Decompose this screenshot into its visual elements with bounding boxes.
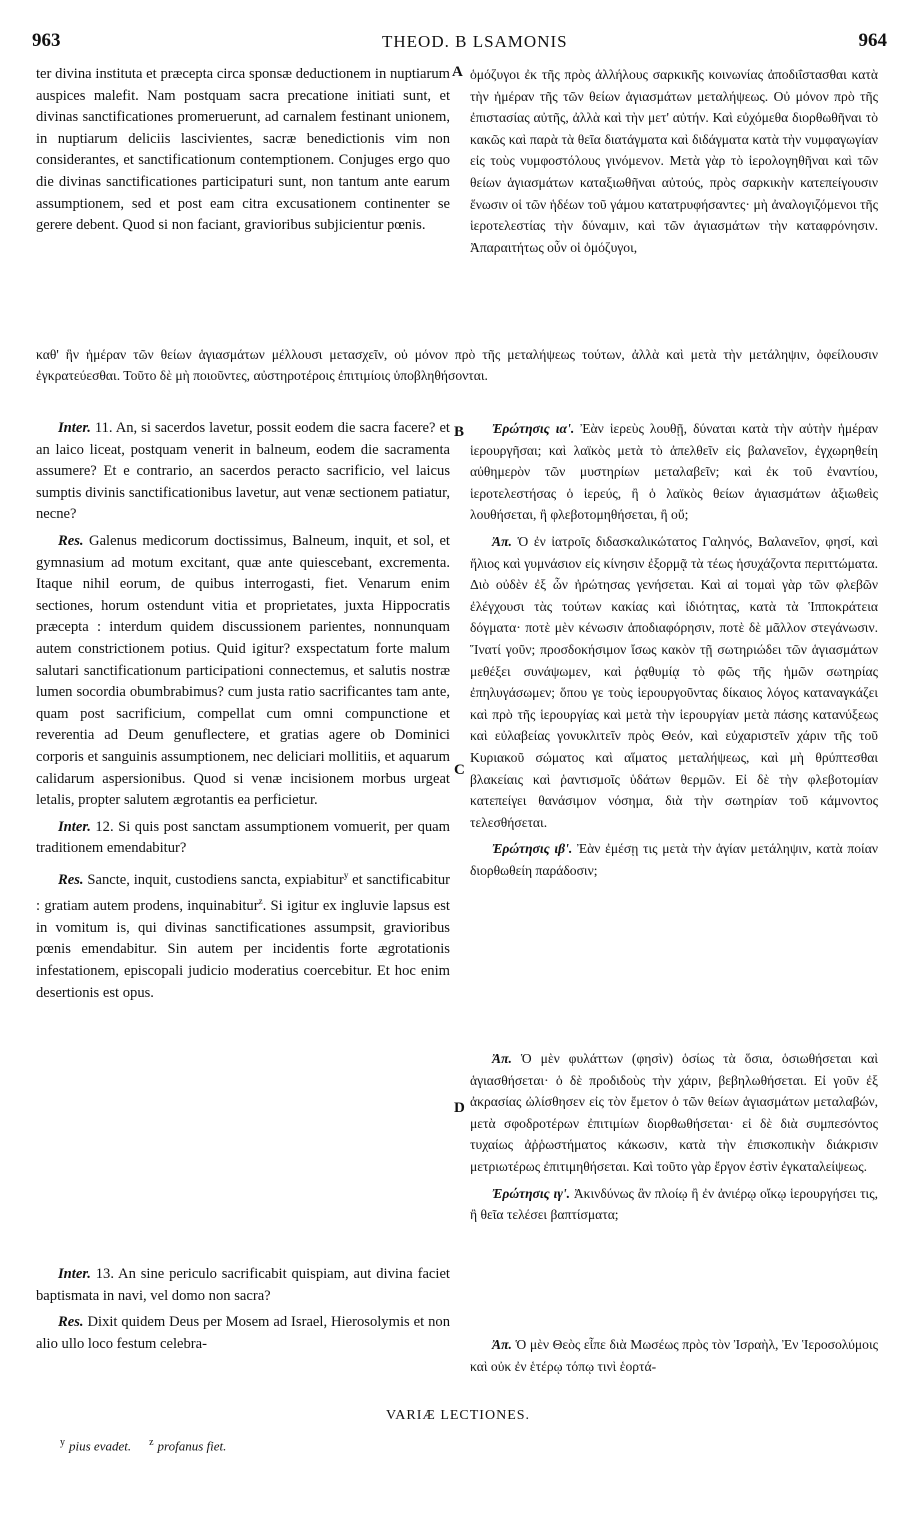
greek-top-paragraph: [470, 64, 878, 263]
latin-response-11: [36, 531, 450, 812]
question-text: Ἀκινδύνως ἂν πλοίῳ ἢ ἐν ἀνιέρῳ οἴκῳ ἱερουργήσει τις, ἢ θεῖα τελέσει βαπτίσματα;: [470, 1185, 878, 1223]
page-number-left: 963: [32, 30, 61, 51]
question-label: Ἐρώτησις ια'.: [492, 421, 575, 436]
variant-reading: profanus fiet.: [157, 1438, 227, 1454]
response-label: Ἀπ.: [492, 533, 512, 549]
greek-column-middle: [470, 1048, 878, 1231]
response-text: Dixit quidem Deus per Mosem ad Israel, Hierosolymis et non alio ullo loco festum celebra-: [36, 1314, 450, 1352]
greek-question-11: [470, 418, 878, 526]
response-label: Res.: [58, 871, 84, 888]
question-text: Ἐὰν ἐμέσῃ τις μετὰ τὴν ἁγίαν μετάληψιν, κατὰ ποίαν διορθωθείη παράδοσιν;: [470, 841, 878, 878]
footnote-mark: z: [258, 896, 263, 907]
response-text: Ὁ μὲν φυλάττων (φησὶν) ὁσίως τὰ ὅσια, ὁσιωθήσεται καὶ ἁγιασθήσεται· ὁ δὲ προδιδοὺς τὴν χάριν, βεβηλωθήσεται. Εἰ γοῦν ἐξ ἀκρασίας ὠλίσθησεν εἰς τὸν ἔμετον ὁ τῶν θείων ἁγιασμάτων μεταλαβών, μετὰ σφοδροτέρων ἐπιτιμίων διορθωθήσεται· εἰ δὲ διὰ συμπεσόντος τυχαίως ἀῤῥωστήματος κάκωσιν, κατὰ τὴν ἐπισκοπικὴν διάκρισιν μετριωτέρως ἐπιτιμηθήσεται. Καὶ τοῦτο γὰρ ἔργον ἐστὶν ἐγκαταλείψεως.: [470, 1051, 879, 1174]
variant-readings: [60, 1437, 226, 1454]
footnote-mark: y: [343, 869, 349, 880]
latin-question-12: [36, 817, 450, 860]
footnote-mark: z: [149, 1437, 154, 1448]
greek-response-13: [470, 1334, 878, 1377]
response-label: Ἀπ.: [492, 1337, 512, 1352]
greek-question-13: [470, 1183, 878, 1226]
variant-reading: pius evadet.: [69, 1438, 132, 1454]
margin-marker-c: C: [454, 762, 465, 778]
greek-response-12: [470, 1048, 878, 1178]
question-label: Ἐρώτησις ιγ'.: [492, 1185, 571, 1201]
question-text: 13. An sine periculo sacrificabit quispiam, aut divina faciet baptismata in navi, vel domo non sacra?: [36, 1266, 450, 1304]
question-text: 11. An, si sacerdos lavetur, possit eodem die sacra facere? et an laico liceat, postquam venerit in balneum, eodem die sacramenta assumere? Et e contrario, an sacerdos peracto sacrificio, vel laicus sumptis divinis sanctificationibus lavetur, aut venæ sectionem patiatur, necne?: [36, 420, 450, 523]
response-text: et sanctificabitur : gratiam autem prodens, inquinabitur: [36, 871, 450, 915]
question-label: Inter.: [58, 420, 91, 436]
response-text: Galenus medicorum doctissimus, Balneum, inquit, et sol, et gymnasium ad motum excitant, quæ ante quiescebant, excrementa. Itaque nihil eorum, de quibus interrogasti, fiet. Venarum enim sectiones, horum ostendunt vitia et proprietates, juxta Hippocratis præcepta : interdum quidem discussionem parientes, nonnunquam autem constrictionem potius. Quid igitur? exspectatum forte malum salutari sanctificationum participationi connectemus, et salutis nostræ lumen socordia obumbrabimus? cum justa ratio sacrificantes tam ante, quam post sacrificium, compellat cum omni compunctione et reverentia ad Deum genuflectere, et gratias agere ob Dominici corporis et sanguinis assumptionem, nec deliciari mollitiis, et aquarum calidarum aspersionibus. Quod si venæ incisionem morbus urgeat letalis, propter salutem ægrotantis ea perficietur.: [36, 532, 450, 809]
response-text: Ὁ μὲν Θεὸς εἶπε διὰ Μωσέως πρὸς τὸν Ἰσραὴλ, Ἐν Ἱεροσολύμοις καὶ οὐκ ἐν ἑτέρῳ τόπῳ τινὶ ἑορτά-: [470, 1337, 878, 1374]
margin-marker-a: A: [452, 64, 463, 80]
latin-column: [36, 418, 450, 1009]
page-number-right: 964: [858, 30, 887, 51]
greek-span-paragraph: [36, 345, 878, 392]
greek-column-lower: [470, 1334, 878, 1382]
question-label: Inter.: [58, 818, 91, 835]
response-label: Ἀπ.: [492, 1051, 512, 1066]
latin-top-text: ter divina instituta et præcepta circa sponsæ deductionem in nuptiarum auspices malefit. Nam postquam sacra precatione initiati sunt, et divinas sanctificationes promeruerunt, ad carnalem festinant unionem, in nuptiarum deliciis lascivientes, sacræ benedictionis vim non considerantes, et sanctificationum contemptionem. Conjuges ergo quo die divinas sanctificationes participaturi sunt, non tantum ante earum assumptionem, sed et post eam citra excusationem continenter se gerere debent. Quod si non faciant, gravioribus subjicientur pœnis.: [36, 66, 450, 234]
greek-top-text: ὁμόζυγοι ἐκ τῆς πρὸς ἀλλήλους σαρκικῆς κοινωνίας ἀποδιΐστασθαι κατὰ τὴν ἡμέραν τῆς τῶν θείων ἁγιασμάτων μεταλήψεως. Οὐ μόνον πρὸ τῆς ἐπιστασίας αὐτῆς, ἀλλὰ καὶ τὴν μετ' αὐτήν. Καὶ εὐχόμεθα διορθωθῆναι τὸ κακῶς καὶ παρὰ τὰ θεῖα διατάγματα καὶ διδάγματα κατὰ τὴν νυμφαγωγίαν εἰς τοὺς νυμφοστόλους γινόμενον. Μετὰ γὰρ τὸ ἱερολογηθῆναι καὶ τῶν θείων ἁγιασμάτων καταξιωθῆναι αὐτούς, πρὸς σαρκικὴν κατεπείγουσιν ἕνωσιν οἱ τῶν ἡδέων τοῦ γάμου κατατρυφήσαντες· μὴ ἀναλογιζόμενοι τῆς ἱεροτελεστίας τὴν δύναμιν, καὶ τῶν ἁγιασμάτων τὴν καταφρόνησιν. Ἀπαραιτήτως οὖν οἱ ὁμόζυγοι,: [470, 67, 878, 255]
latin-response-13: [36, 1312, 450, 1355]
variae-lectiones-heading: VARIÆ LECTIONES.: [385, 1408, 531, 1423]
greek-response-11: [470, 531, 878, 833]
question-text: Ἐὰν ἱερεὺς λουθῇ, δύναται κατὰ τὴν αὐτὴν ἡμέραν ἱερουργῆσαι; καὶ λαϊκὸς μετὰ τὸ ἀπελθεῖν εἰς βαλανεῖον, ἐγχωρηθείη αὐθημερὸν τῶν μυστηρίων μεταλαβεῖν; καὶ ἐκ τοῦ ἐναντίου, ἱεροτελεστήσας ὁ ἱερεύς, ἢ ὁ λαϊκὸς θείων ἁγιασμάτων ἀξιωθεὶς λουθήσεται, ἢ φλεβοτομηθήσεται, ἢ οὔ;: [470, 421, 878, 523]
margin-marker-b: B: [454, 424, 465, 440]
running-title: THEOD. B LSAMONIS: [382, 32, 568, 51]
running-header: [32, 30, 887, 60]
response-label: Res.: [58, 532, 84, 549]
greek-column: [470, 418, 878, 886]
question-label: Inter.: [58, 1266, 91, 1282]
margin-marker-d: D: [454, 1100, 465, 1116]
footnote-mark: y: [60, 1437, 65, 1448]
greek-question-12: [470, 838, 878, 881]
question-text: 12. Si quis post sanctam assumptionem vomuerit, per quam traditionem emendabitur?: [36, 818, 450, 857]
response-text: Sancte, inquit, custodiens sancta, expiabitur: [87, 871, 344, 888]
latin-column-lower: [36, 1264, 450, 1360]
response-text: Ὁ ἐν ἰατροῖς διδασκαλικώτατος Γαληνός, Βαλανεῖον, φησί, καὶ ἥλιος καὶ γυμνάσιον εἰς κίνησιν ἐξορμᾷ τὰ τέως ἡσυχάζοντα περιττώματα. Διὸ οὐδὲν ἐξ ὧν ἠρώτησας γενήσεται. Καὶ αἱ τομαὶ γὰρ τῶν φλεβῶν ἐλέγχουσι τὰς τούτων κακίας καὶ ἰδιότητας, κατὰ τὰ Ἱπποκράτεια δόγματα· ποτὲ μὲν κένωσιν ἀποδιαφόρησιν, ποτὲ δὲ μᾶλλον στεγάνωσιν. Ἵνατί γοῦν; προσδοκήσιμον ἴσως κακὸν τῇ σωτηριώδει τῶν ἁγιασμάτων μεθέξει συνάψωμεν, καὶ ῥᾳθυμίᾳ τὸ φῶς τῆς ἡμῶν σωτηρίας ἐπηλυγάσωμεν; ὅπου γε τοὺς ἱερουργοῦντας δίκαιος λόγος καταναγκάζει καὶ πρὸ τῆς ἱερουργίας καὶ μετὰ τὴν ἱερουργίαν μετὰ πάσης κατανύξεως καὶ εὐλαβείας γονυκλιτεῖν πρὸς Θεόν, καὶ εὐχαριστεῖν χάριν τῆς τοῦ Κυριακοῦ σώματος καὶ αἵματος μεταλήψεως, καὶ μὴ θρύπτεσθαι βλακείαις καὶ ῥαντισμοῖς ὑδάτων θερμῶν. Εἰ δὲ τὴν φλεβοτομίαν κατεπείγει θανάσιμον νόσημα, διὰ τὴν σωτηρίαν τοῦ κάμνοντος τελεσθήσεται.: [470, 533, 878, 830]
question-label: Ἐρώτησις ιβ'.: [492, 841, 573, 857]
response-text: . Si igitur ex ingluvie lapsus est in vomitum is, qui divinas sanctificationes assumpsit, gravioribus pœnis emendabitur. Sin autem per incidentis forte ægrotationis infestationem, episcopali judicio moderatius coercebitur. Et hoc enim desertionis est opus.: [36, 898, 450, 1001]
greek-span-text: καθ' ἣν ἡμέραν τῶν θείων ἁγιασμάτων μέλλουσι μετασχεῖν, οὐ μόνον πρὸ τῆς μεταλήψεως τούτων, ἀλλὰ καὶ μετὰ τὴν μετάληψιν, ὀφείλουσιν ἐγκρατεύεσθαι. Τοῦτο δὲ μὴ ποιοῦντες, αὐστηροτέροις ἐπιτιμίοις ὑποβληθήσονται.: [36, 347, 878, 383]
latin-question-11: [36, 418, 450, 526]
latin-top-paragraph: [36, 64, 450, 242]
latin-response-12: [36, 865, 450, 1004]
latin-question-13: [36, 1264, 450, 1307]
response-label: Res.: [58, 1314, 84, 1331]
